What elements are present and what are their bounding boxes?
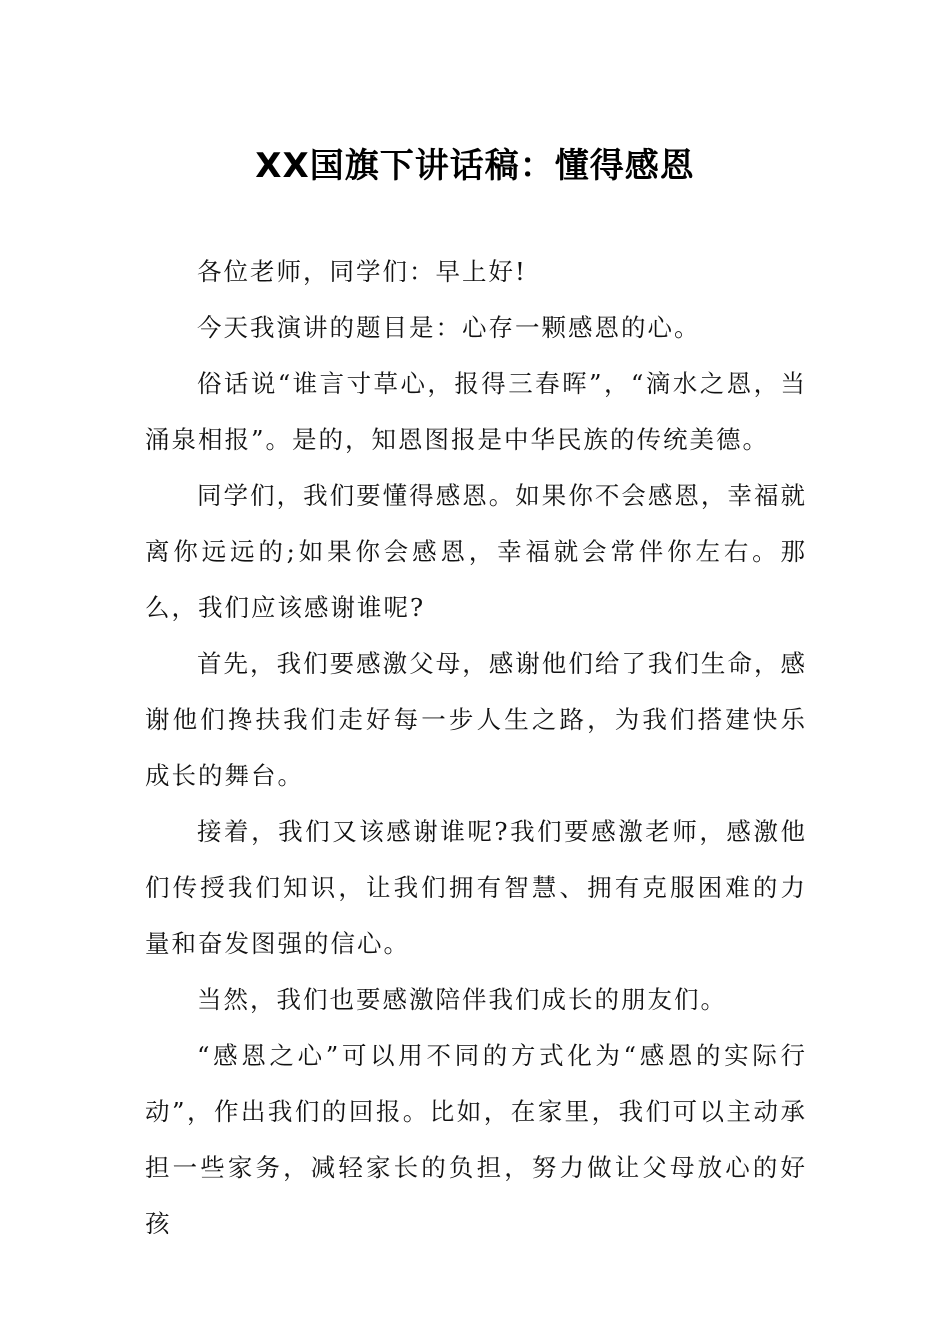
paragraph: 当然，我们也要感激陪伴我们成长的朋友们。 [197, 985, 727, 1014]
paragraph: 今天我演讲的题目是：心存一颗感恩的心。 [197, 313, 701, 342]
paragraph: 接着，我们又该感谢谁呢?我们要感激老师，感激他们传授我们知识，让我们拥有智慧、拥有克服困难的力量和奋发图强的信心。 [145, 817, 807, 958]
paragraph: 各位老师，同学们：早上好! [197, 257, 527, 286]
paragraph: 同学们，我们要懂得感恩。如果你不会感恩，幸福就离你远远的;如果你会感恩，幸福就会常伴你左右。那么，我们应该感谢谁呢? [145, 481, 807, 622]
paragraph: 首先，我们要感激父母，感谢他们给了我们生命，感谢他们搀扶我们走好每一步人生之路，为我们搭建快乐成长的舞台。 [145, 649, 807, 790]
paragraph: 俗话说“谁言寸草心，报得三春晖”，“滴水之恩，当涌泉相报”。是的，知恩图报是中华民族的传统美德。 [145, 369, 807, 454]
paragraph: “感恩之心”可以用不同的方式化为“感恩的实际行动”，作出我们的回报。比如，在家里，我们可以主动承担一些家务，减轻家长的负担，努力做让父母放心的好孩 [145, 1041, 807, 1238]
document-body [145, 244, 807, 1252]
document-title: XX国旗下讲话稿：懂得感恩 [255, 145, 695, 186]
